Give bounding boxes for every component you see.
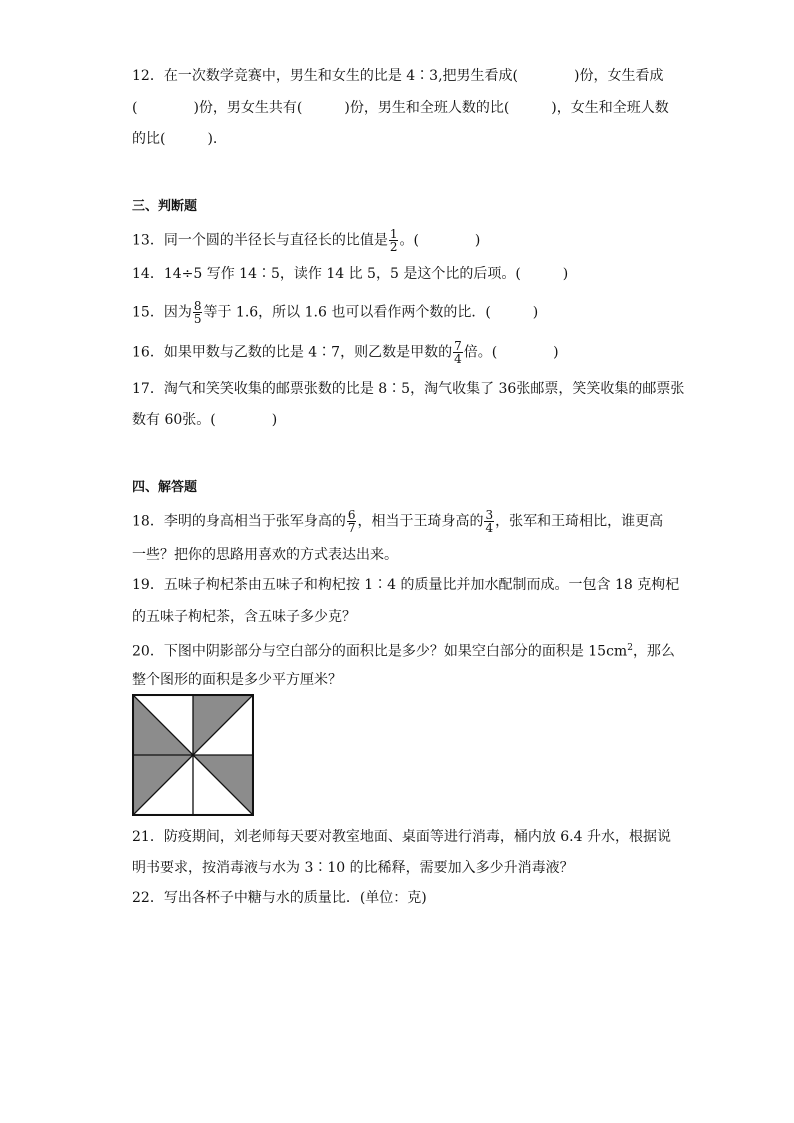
q17-line1: 17．淘气和笑笑收集的邮票张数的比是 8∶5，淘气收集了 36张邮票，笑笑收集的邮票张 (132, 381, 685, 397)
q20-unit: cm (606, 643, 628, 660)
q21-line2: 明书要求，按消毒液与水为 3∶10 的比稀释，需要加入多少升消毒液？ (132, 860, 574, 876)
q18-f2-numerator: 3 (485, 508, 494, 522)
q13-text-pre: 13．同一个圆的半径长与直径长的比值是 (132, 232, 388, 249)
q18-fraction-1 (347, 509, 357, 534)
q18-text-post: ，张军和王琦相比，谁更高 (495, 513, 664, 530)
q18-f1-numerator: 6 (347, 508, 356, 522)
q13-numerator: 1 (389, 227, 398, 241)
q20-unit-exponent: 2 (627, 643, 633, 653)
q15-text-post: 等于 1.6，所以 1.6 也可以看作两个数的比．( ) (203, 304, 539, 321)
q20-line1 (132, 638, 675, 662)
q18-text-pre: 18．李明的身高相当于张军身高的 (132, 513, 346, 530)
q17-line2: 数有 60张。( ) (132, 412, 278, 428)
q20-line2: 整个图形的面积是多少平方厘米？ (132, 672, 342, 688)
q16-denominator: 4 (454, 352, 462, 366)
q15-text-pre: 15．因为 (132, 304, 192, 321)
q19-line1: 19．五味子枸杞茶由五味子和枸杞按 1∶4 的质量比并加水配制而成。一包含 18 克枸杞 (132, 577, 680, 593)
q18-line2: 一些？把你的思路用喜欢的方式表达出来。 (132, 547, 398, 563)
q16-text-post: 倍。( ) (463, 344, 559, 361)
section-title-solve: 四、解答题 (132, 480, 198, 495)
q20-text-post: ，那么 (632, 643, 675, 660)
q13-denominator: 2 (389, 240, 398, 254)
q12-line3: 的比( ). (132, 131, 218, 147)
q13-fraction (389, 228, 399, 253)
q12-line1: 12．在一次数学竞赛中，男生和女生的比是 4∶3,把男生看成( )份，女生看成 (132, 68, 664, 84)
q18-f2-denominator: 4 (485, 521, 494, 535)
q15-fraction (193, 300, 203, 325)
q13 (132, 228, 480, 253)
q21-line1: 21．防疫期间，刘老师每天要对教室地面、桌面等进行消毒，桶内放 6.4 升水，根据说 (132, 829, 671, 845)
q16-text-pre: 16．如果甲数与乙数的比是 4∶7，则乙数是甲数的 (132, 344, 453, 361)
q18-text-mid: ，相当于王琦身高的 (357, 513, 484, 530)
q16 (132, 340, 559, 365)
q18-fraction-2 (484, 509, 494, 534)
q16-numerator: 7 (454, 339, 462, 353)
q12-line2: ( )份，男女生共有( )份，男生和全班人数的比( )，女生和全班人数 (132, 100, 669, 116)
q18-f1-denominator: 7 (347, 521, 356, 535)
q20-text-pre: 20．下图中阴影部分与空白部分的面积比是多少？如果空白部分的面积是 15 (132, 643, 607, 660)
section-title-judgement: 三、判断题 (132, 199, 198, 214)
q15 (132, 300, 538, 325)
q22: 22．写出各杯子中糖与水的质量比．(单位：克) (132, 890, 427, 906)
q15-numerator: 8 (193, 299, 202, 313)
q13-text-post: 。( ) (399, 232, 481, 249)
q16-fraction (453, 340, 463, 365)
q19-line2: 的五味子枸杞茶，含五味子多少克？ (132, 609, 356, 625)
q18-line1 (132, 509, 663, 534)
q15-denominator: 5 (193, 312, 202, 326)
q14: 14．14÷5 写作 14∶5，读作 14 比 5，5 是这个比的后项。( ) (132, 266, 569, 282)
shaded-square-figure (132, 694, 254, 816)
